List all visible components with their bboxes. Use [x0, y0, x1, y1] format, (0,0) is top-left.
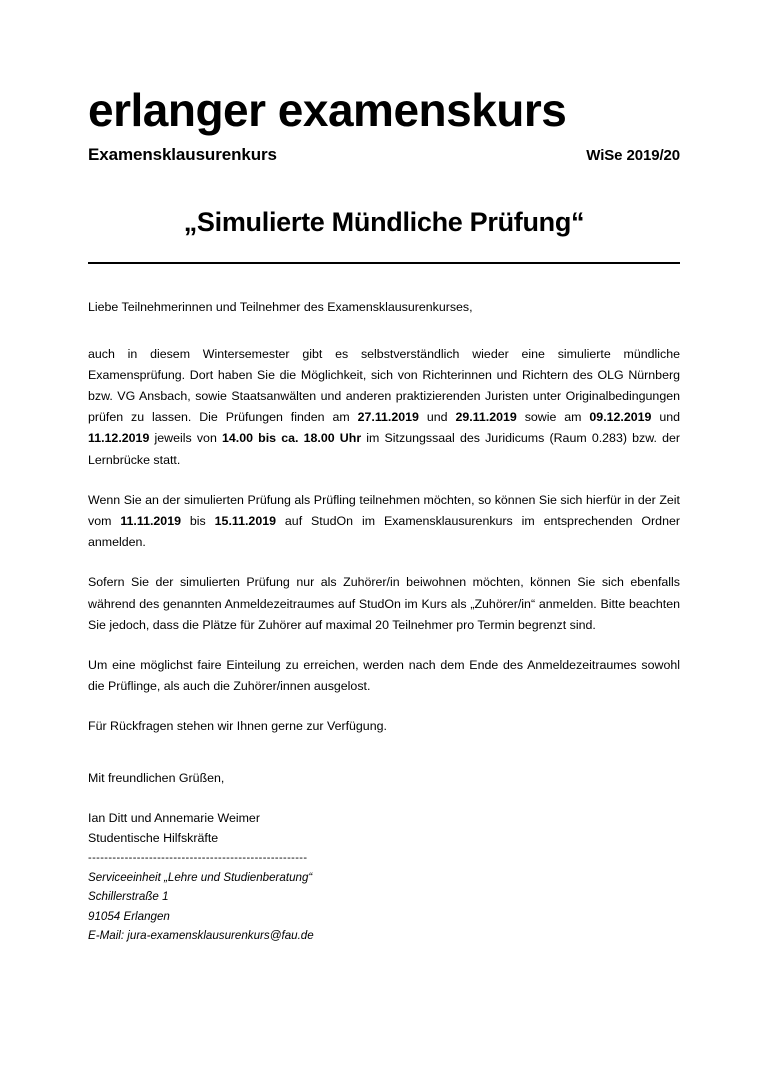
exam-time-range: 14.00 bis ca. 18.00 Uhr: [222, 431, 362, 446]
paragraph-exam-dates: [88, 344, 680, 471]
letter-body: [88, 297, 680, 737]
service-unit-name: Serviceeinheit „Lehre und Studienberatung“: [88, 870, 313, 884]
brand-title: erlanger examenskurs: [88, 84, 567, 136]
signature-spacer: [88, 788, 680, 808]
paragraph-lottery: Um eine möglichst faire Einteilung zu erreichen, werden nach dem Ende des Anmeldezeitraumes sowohl die Prüflinge, als auch die Zuhörer/innen ausgelost.: [88, 658, 680, 694]
text-run: und: [418, 410, 456, 425]
text-run: auch in diesem Wintersemester gibt es selbstverständlich wieder eine simulierte mündliche Examensprüfung. Dort haben Sie die Möglichkeit, sich von Richterinnen und Richtern des OLG Nürnberg bzw. VG Ansbach, sowie Staatsanwälten und anderen praktizierenden Juristen unter Originalbedingungen prüfen zu lassen. Die Prüfungen finden am: [88, 346, 680, 425]
text-run: Wenn Sie an der simulierten Prüfung als Prüfling teilnehmen möchten, so können Sie sich hierfür in der Zeit vom: [88, 492, 680, 528]
registration-end-date: 15.11.2019: [214, 514, 276, 528]
salutation: Liebe Teilnehmerinnen und Teilnehmer des Examensklausurenkurses,: [88, 300, 473, 315]
dashed-divider: ------------------------------------------------------: [88, 851, 308, 864]
text-run: bis: [180, 514, 215, 528]
heading-divider: [88, 262, 680, 264]
street-address: Schillerstraße 1: [88, 890, 169, 904]
exam-date-1: 27.11.2019: [357, 410, 419, 425]
closing-line: Mit freundlichen Grüßen,: [88, 770, 225, 785]
paragraph-listeners: Sofern Sie der simulierten Prüfung nur als Zuhörer/in beiwohnen möchten, können Sie sich ebenfalls während des genannten Anmeldezeitraumes auf StudOn im Kurs als „Zuhörer/in“ anmelden. Bitte beachten Sie jedoch, dass die Plätze für Zuhörer auf maximal 20 Teilnehmer pro Termin begrenzt sind.: [88, 575, 680, 632]
signatory-names: Ian Ditt und Annemarie Weimer: [88, 810, 260, 825]
text-run: jeweils von: [149, 431, 222, 446]
exam-date-3: 09.12.2019: [589, 410, 652, 425]
text-run: und: [651, 410, 681, 425]
text-run: auf StudOn im Examensklausurenkurs im entsprechenden Ordner anmelden.: [88, 514, 680, 550]
page-title: „Simulierte Mündliche Prüfung“: [183, 207, 585, 238]
paragraph-questions: Für Rückfragen stehen wir Ihnen gerne zur Verfügung.: [88, 719, 387, 734]
email-address: E-Mail: jura-examensklausurenkurs@fau.de: [88, 929, 314, 943]
signature-block: [88, 768, 680, 866]
letterhead-subrow: [88, 145, 680, 165]
exam-date-2: 29.11.2019: [455, 410, 517, 425]
text-run: im Sitzungssaal des Juridicums (Raum 0.283) bzw. der Lernbrücke statt.: [88, 431, 680, 467]
text-run: sowie am: [516, 410, 590, 425]
document-heading-section: [88, 207, 680, 264]
course-subtitle: Examensklausurenkurs: [88, 145, 277, 165]
letterhead: [88, 0, 680, 165]
registration-start-date: 11.11.2019: [120, 514, 181, 528]
city-address: 91054 Erlangen: [88, 909, 170, 923]
semester-label: WiSe 2019/20: [586, 147, 680, 165]
signatory-role: Studentische Hilfskräfte: [88, 830, 219, 845]
contact-footer: [88, 868, 680, 946]
exam-date-4: 11.12.2019: [88, 431, 150, 446]
paragraph-registration: [88, 490, 680, 554]
